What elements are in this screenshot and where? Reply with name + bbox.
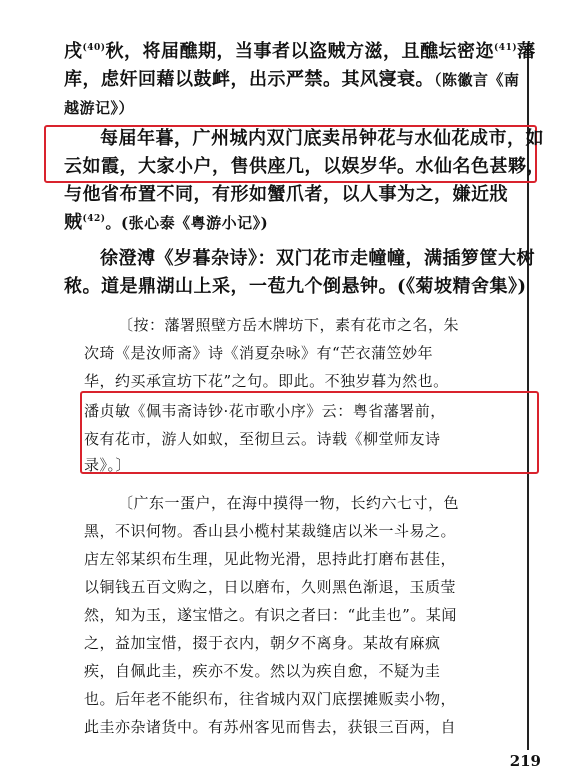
- text-line: 录》。〕: [84, 456, 132, 474]
- text-line: 然，知为玉，遂宝惜之。有识之者曰：“此圭也”。某闻: [84, 606, 457, 624]
- text-line: 云如霞，大家小户，售供座几，以娱岁华。水仙名色甚夥，: [64, 156, 545, 177]
- text-line: 以铜钱五百文购之，日以磨布，久则黑色渐退，玉质莹: [84, 578, 457, 596]
- text-line: 次琦《是汝师斋》诗《消夏杂咏》有“芒衣蒲笠妙年: [84, 344, 434, 362]
- text-line: 每届年暮，广州城内双门底卖吊钟花与水仙花成市，如: [100, 128, 544, 149]
- text-line: 夜有花市，游人如蚁，至彻旦云。诗载《柳堂师友诗: [84, 430, 441, 448]
- text-line: 〔按：藩署照壁方岳木牌坊下，素有花市之名，朱: [118, 316, 460, 334]
- text-line: 秾。道是鼎湖山上采，一苞九个倒悬钟。(《菊坡精舍集》): [64, 276, 527, 297]
- text-line: 与他省布置不同，有形如蟹爪者，以人事为之，嫌近戕: [64, 184, 508, 205]
- text-line: 华，约买承宣坊下花”之句。即此。不独岁暮为然也。: [84, 372, 449, 390]
- text-line: 戌$^{(40)}$秋，将届醮期，当事者以盗贼方滋，且醮坛密迩$^{(41)}$藩: [64, 41, 536, 62]
- text-line: 之，益加宝惜，掇于衣内，朝夕不离身。某故有麻疯: [84, 634, 441, 652]
- text-line: 越游记》）: [64, 99, 135, 117]
- page-number: 219: [509, 752, 541, 770]
- text-line: 黑，不识何物。香山县小榄村某裁缝店以米一斗易之。: [84, 522, 457, 540]
- text-line: 〔广东一蛋户，在海中摸得一物，长约六七寸，色: [118, 494, 460, 512]
- text-line: 库，虑奸回藉以鼓衅，出示严禁。其风寖衰。（陈徽言《南: [64, 69, 520, 90]
- text-line: 店左邻某织布生理，见此物光滑，思持此打磨布甚佳，: [84, 550, 457, 568]
- text-line: 贼$^{(42)}$。(张心泰《粤游小记》): [64, 212, 269, 233]
- text-line: 也。后年老不能织布，往省城内双门底摆摊贩卖小物，: [84, 690, 457, 708]
- text-line: 此圭亦杂诸货中。有苏州客见而售去，获银三百两，自: [84, 718, 457, 736]
- text-line: 徐澄溥《岁暮杂诗》：双门花市走幢幢，满插箩筐大树: [100, 248, 535, 269]
- text-line: 疾，自佩此圭，疾亦不发。然以为疾自愈，不疑为圭: [84, 662, 441, 680]
- text-line: 潘贞敏《佩韦斋诗钞·花市歌小序》云：粤省藩署前，: [84, 402, 446, 420]
